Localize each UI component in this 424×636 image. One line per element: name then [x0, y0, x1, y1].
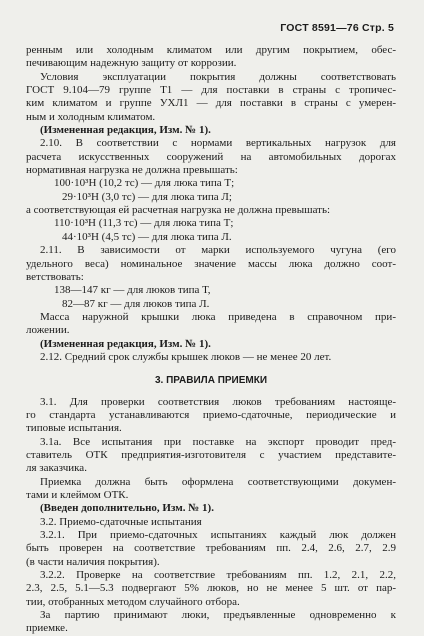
- text-line: типовые испытания.: [26, 422, 122, 435]
- text-line: приемке.: [26, 622, 68, 635]
- text-line: 3.2.1. При приемо-сдаточных испытаниях каждый люк должен: [40, 529, 396, 542]
- text-line: ким климатом и группе УХЛ1 — для поставки в страны с умерен-: [26, 97, 396, 110]
- text-line: 3.1. Для проверки соответствия люков требованиям настояще-: [40, 395, 396, 408]
- amendment-note: (Введен дополнительно, Изм. № 1).: [40, 502, 214, 515]
- text-line: Условия эксплуатации покрытия должны соответствовать: [40, 70, 396, 83]
- text-line: 3.2.2. Проверке на соответствие требованиям пп. 1.2, 2.1, 2.2,: [40, 569, 396, 582]
- text-line: ставитель ОТК предприятия-изготовителя с участием представите-: [26, 448, 396, 461]
- text-line: ГОСТ 9.104—79 группе Т1 — для поставки в страны с тропичес-: [26, 84, 396, 97]
- text-line: 29·10³Н (3,0 тс) — для люка типа Л;: [62, 190, 232, 203]
- text-line: 100·10³Н (10,2 тс) — для люка типа Т;: [54, 177, 235, 190]
- text-line: 2.10. В соответствии с нормами вертикальных нагрузок для: [40, 137, 396, 150]
- text-line: Приемка должна быть оформлена соответствующими докумен-: [40, 475, 396, 488]
- text-line: Масса наружной крышки люка приведена в справочном при-: [40, 310, 396, 323]
- page-header: ГОСТ 8591—76 Стр. 5: [280, 22, 394, 34]
- text-line: удельного веса) номинальное значение массы люка должно соот-: [26, 257, 396, 270]
- text-line: (в части наличия покрытия).: [26, 555, 160, 568]
- spacer: [26, 388, 396, 396]
- text-line: 138—147 кг — для люков типа Т,: [54, 284, 211, 297]
- text-line: нормативная нагрузка не должна превышать:: [26, 164, 238, 177]
- text-line: ложении.: [26, 324, 70, 337]
- amendment-note: (Измененная редакция, Изм. № 1).: [40, 124, 211, 137]
- spacer: [26, 364, 396, 374]
- text-line: 2.3, 2.5, 5.1—5.3 подвергают 5% люков, но не менее 5 шт. от пар-: [26, 582, 396, 595]
- text-line: расчета искусственных сооружений на автомобильных дорогах: [26, 150, 396, 163]
- text-line: печивающим надежную защиту от коррозии.: [26, 57, 237, 70]
- text-line: 44·10³Н (4,5 тс) — для люка типа Л.: [62, 230, 232, 243]
- text-line: тами и клеймом ОТК.: [26, 489, 129, 501]
- text-line: 2.12. Средний срок службы крышек люков — не менее 20 лет.: [40, 350, 332, 363]
- text-line: го стандарта устанавливаются приемо-сдаточные, периодические и: [26, 408, 396, 421]
- text-line: ренным или холодным климатом или другим покрытием, обес-: [26, 44, 396, 56]
- page-body: [26, 44, 396, 636]
- text-line: ветствовать:: [26, 270, 84, 283]
- text-line: ным и холодным климатом.: [26, 110, 156, 123]
- amendment-note: (Измененная редакция, Изм. № 1).: [40, 337, 211, 350]
- text-line: 110·10³Н (11,3 тс) — для люка типа Т;: [54, 217, 234, 230]
- text-line: 82—87 кг — для люков типа Л.: [62, 297, 210, 310]
- text-line: тии, отобранных методом случайного отбора.: [26, 595, 240, 608]
- text-line: 3.1а. Все испытания при поставке на экспорт проводит пред-: [40, 435, 396, 448]
- text-line: За партию принимают люки, предъявленные одновременно к: [40, 609, 396, 622]
- subsection-heading: 3.2. Приемо-сдаточные испытания: [40, 515, 202, 528]
- text-line: 2.11. В зависимости от марки используемого чугуна (его: [40, 244, 396, 257]
- text-line: быть проверен на соответствие требованиям пп. 2.4, 2.6, 2.7, 2.9: [26, 542, 396, 555]
- text-line: ля заказчика.: [26, 462, 87, 475]
- section-heading: 3. ПРАВИЛА ПРИЕМКИ: [154, 375, 268, 387]
- text-line: а соответствующая ей расчетная нагрузка не должна превышать:: [26, 204, 331, 217]
